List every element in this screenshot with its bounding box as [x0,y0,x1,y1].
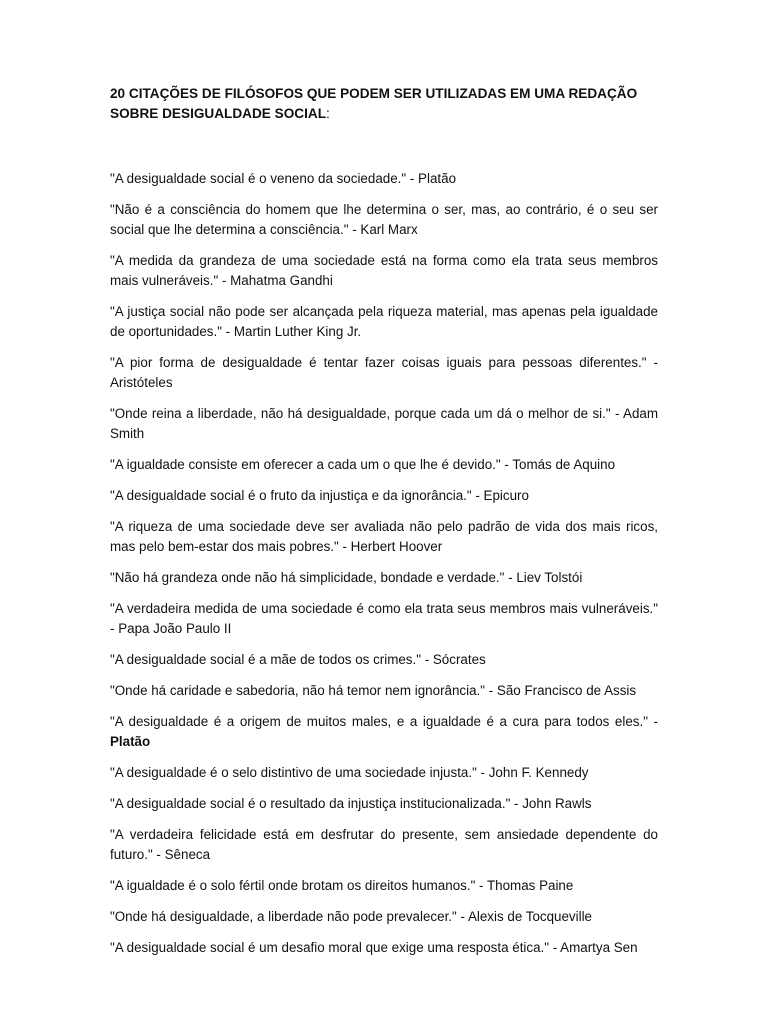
quote-item [110,938,658,958]
quote-author: Karl Marx [360,222,418,237]
quote-text: "A igualdade é o solo fértil onde brotam os direitos humanos." - [110,878,487,893]
document-title-suffix: : [326,106,330,121]
quote-item [110,517,658,557]
quote-author: Amartya Sen [560,940,638,955]
quote-text: "Onde há caridade e sabedoria, não há temor nem ignorância." - [110,683,497,698]
quote-author: Tomás de Aquino [512,457,616,472]
quote-author: Sócrates [432,652,486,667]
quote-text: "A desigualdade é a origem de muitos males, e a igualdade é a cura para todos eles." - [110,714,658,729]
quote-text: "A pior forma de desigualdade é tentar fazer coisas iguais para pessoas diferentes." - [110,355,658,370]
quote-item [110,712,658,752]
quote-item [110,353,658,393]
quote-author: Platão [110,734,151,749]
quote-author: John F. Kennedy [488,765,589,780]
quote-author: Herbert Hoover [350,539,443,554]
quote-item [110,302,658,342]
quote-item [110,486,658,506]
quote-text: "A desigualdade social é o fruto da injustiça e da ignorância." - [110,488,484,503]
quote-text: "A desigualdade social é o resultado da injustiça institucionalizada." - [110,796,523,811]
quote-item [110,200,658,240]
quote-author: Adam Smith [110,406,658,441]
quote-text: "Onde há desigualdade, a liberdade não pode prevalecer." - [110,909,468,924]
quote-text: "A desigualdade social é um desafio moral que exige uma resposta ética." - [110,940,561,955]
quote-author: Liev Tolstói [516,570,583,585]
quote-item [110,794,658,814]
document-title [110,84,658,124]
quote-item [110,568,658,588]
quote-item [110,650,658,670]
quote-author: Sêneca [164,847,211,862]
quote-item [110,907,658,927]
quote-author: Martin Luther King Jr. [233,324,362,339]
quote-item [110,825,658,865]
quote-item [110,251,658,291]
quote-author: Mahatma Gandhi [230,273,333,288]
quote-item [110,599,658,639]
quote-item [110,455,658,475]
quote-text: "Não há grandeza onde não há simplicidade, bondade e verdade." - [110,570,517,585]
quote-item [110,876,658,896]
quote-author: Epicuro [483,488,529,503]
quote-text: "Onde reina a liberdade, não há desigualdade, porque cada um dá o melhor de si." - [110,406,624,421]
quote-text: "A desigualdade é o selo distintivo de uma sociedade injusta." - [110,765,489,780]
quote-text: "A riqueza de uma sociedade deve ser avaliada não pelo padrão de vida dos mais ricos, mas pelo bem-estar dos mais pobres." - [110,519,658,554]
quote-author: São Francisco de Assis [496,683,637,698]
quote-author: Platão [418,171,457,186]
quote-text: "A verdadeira medida de uma sociedade é como ela trata seus membros mais vulneráveis." - [110,601,658,636]
quote-text: "Não é a consciência do homem que lhe determina o ser, mas, ao contrário, é o seu ser social que lhe determina a consciência." - [110,202,658,237]
quote-text: "A justiça social não pode ser alcançada pela riqueza material, mas apenas pela igualdade de oportunidades." - [110,304,658,339]
quote-author: John Rawls [522,796,592,811]
quote-item [110,404,658,444]
quote-text: "A medida da grandeza de uma sociedade está na forma como ela trata seus membros mais vulneráveis." - [110,253,658,288]
quote-author: Thomas Paine [486,878,574,893]
quote-item [110,763,658,783]
quote-item [110,681,658,701]
quote-list [110,169,658,958]
quote-text: "A desigualdade social é a mãe de todos os crimes." - [110,652,433,667]
quote-text: "A desigualdade social é o veneno da sociedade." - [110,171,419,186]
quote-author: Papa João Paulo II [118,621,232,636]
quote-author: Alexis de Tocqueville [467,909,592,924]
quote-item [110,169,658,189]
quote-author: Aristóteles [110,375,173,390]
document-title-text: 20 CITAÇÕES DE FILÓSOFOS QUE PODEM SER UTILIZADAS EM UMA REDAÇÃO SOBRE DESIGUALDADE SOCIAL [110,86,638,121]
quote-text: "A igualdade consiste em oferecer a cada um o que lhe é devido." - [110,457,513,472]
quote-text: "A verdadeira felicidade está em desfrutar do presente, sem ansiedade dependente do futuro." - [110,827,658,862]
